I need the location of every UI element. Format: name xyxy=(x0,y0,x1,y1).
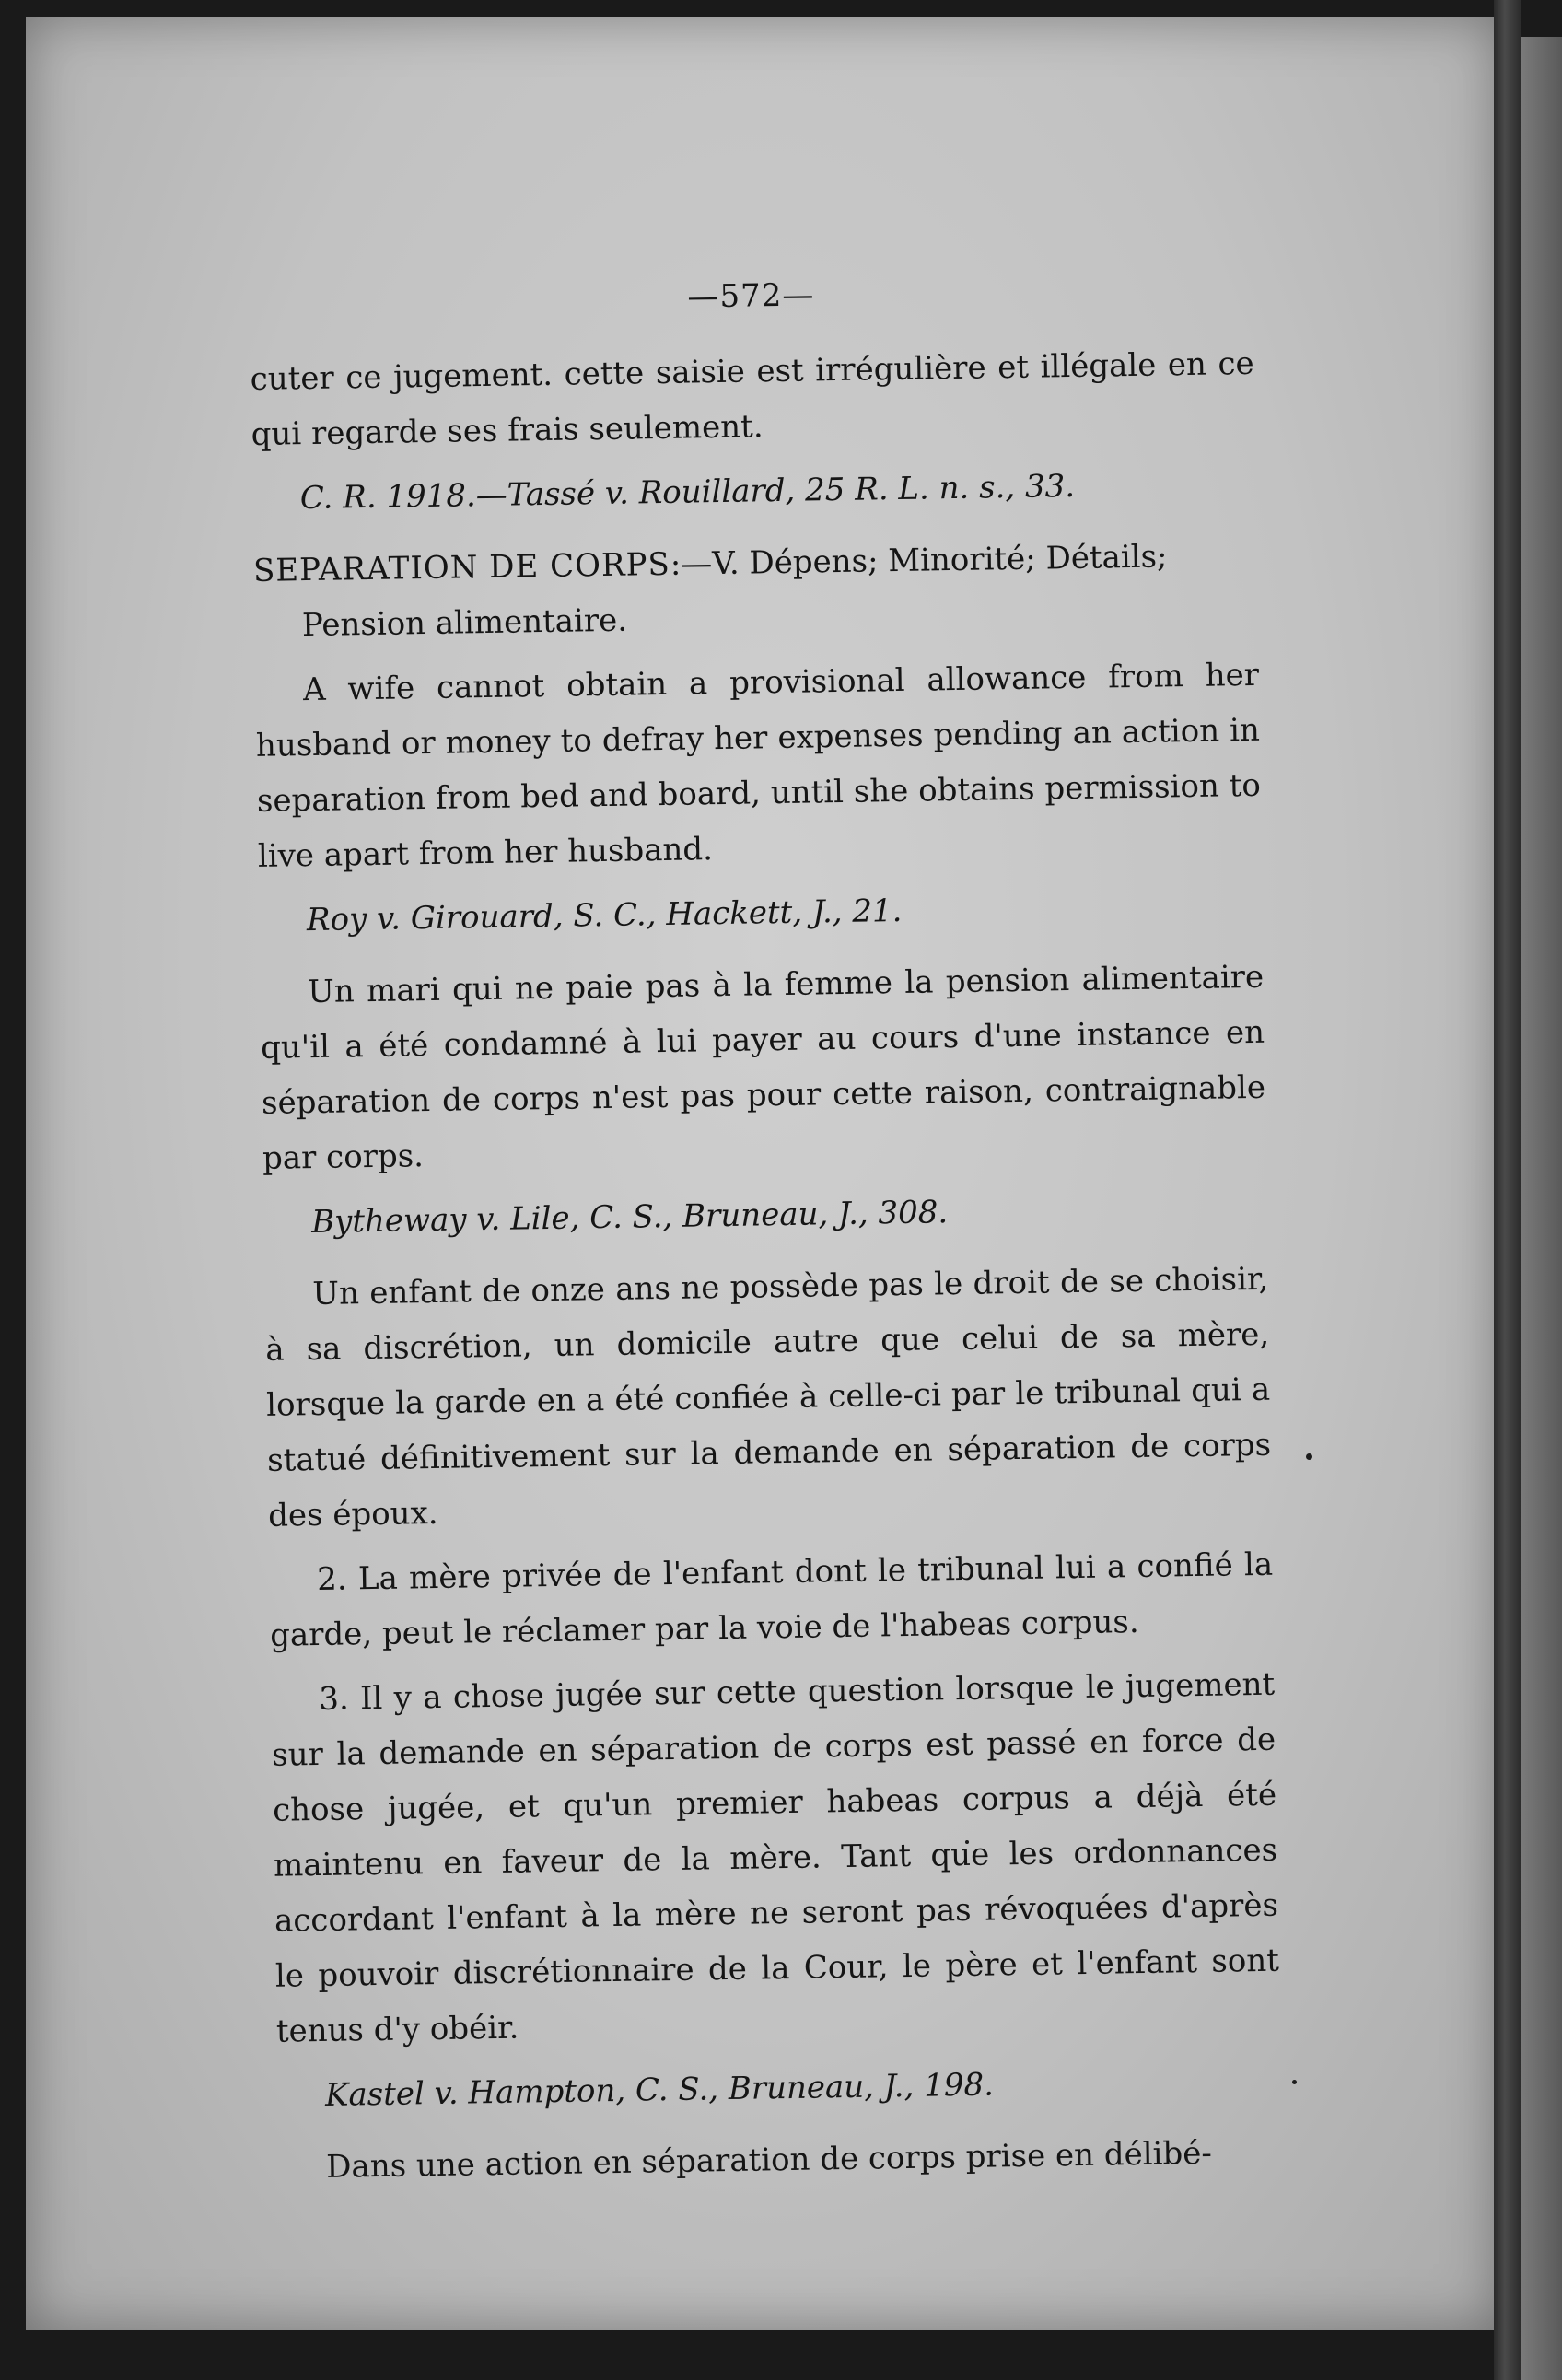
page-number: —572— xyxy=(687,276,815,316)
case-citation: Kastel v. Hampton, C. S., Bruneau, J., 198. xyxy=(324,2066,995,2114)
ink-speck xyxy=(1292,2080,1297,2084)
section-cross-references: :—V. Dépens; Minorité; Détails; Pension alimentaire. xyxy=(301,538,1168,645)
section-heading xyxy=(253,528,1259,654)
paragraph: A wife cannot obtain a provisional allowance from her husband or money to defray her expenses pending an action in separation from bed and board, until she obtains permission to live apart from her husband. xyxy=(255,656,1262,875)
paragraph: Un enfant de onze ans ne possède pas le droit de se choisir, à sa discrétion, un domicile autre que celui de sa mère, lorsque la garde en a été confiée à celle-ci par le tribunal qui a statué définitivement sur la demande en séparation de corps des époux. xyxy=(265,1260,1272,1534)
numbered-paragraph: 3. Il y a chose jugée sur cette question lorsque le jugement sur la demande en séparation de corps est passé en force de chose jugée, et qu'un premier habeas corpus a déjà été maintenu en faveur de la mère. Tant que les ordonnances accordant l'enfant à la mère ne seront pas révoquées d'après le pouvoir discrétionnaire de la Cour, le père et l'enfant sont tenus d'y obéir. xyxy=(271,1665,1280,2050)
adjacent-page-edge xyxy=(1521,37,1562,2380)
case-citation: C. R. 1918.—Tassé v. Rouillard, 25 R. L. n. s., 33. xyxy=(299,467,1076,518)
paragraph: Un mari qui ne paie pas à la femme la pension alimentaire qu'il a été condamné à lui payer au cours d'une instance en séparation de corps n'est pas pour cette raison, contraignable par corps. xyxy=(260,958,1266,1177)
case-citation: Bytheway v. Lile, C. S., Bruneau, J., 308. xyxy=(310,1194,949,1242)
paragraph: Dans une action en séparation de corps prise en délibé- xyxy=(325,2134,1213,2186)
page-text-column xyxy=(249,261,1283,2205)
case-citation: Roy v. Girouard, S. C., Hackett, J., 21. xyxy=(306,892,903,939)
ink-speck xyxy=(1306,1453,1312,1460)
book-spine-shadow xyxy=(1494,0,1521,2380)
continuation-paragraph: cuter ce jugement. cette saisie est irrégulière et illégale en ce qui regarde ses frais seulement. xyxy=(250,344,1254,453)
numbered-paragraph: 2. La mère privée de l'enfant dont le tribunal lui a confié la garde, peut le réclamer par la voie de l'habeas corpus. xyxy=(269,1546,1274,1654)
section-title: SEPARATION DE CORPS xyxy=(252,545,671,589)
